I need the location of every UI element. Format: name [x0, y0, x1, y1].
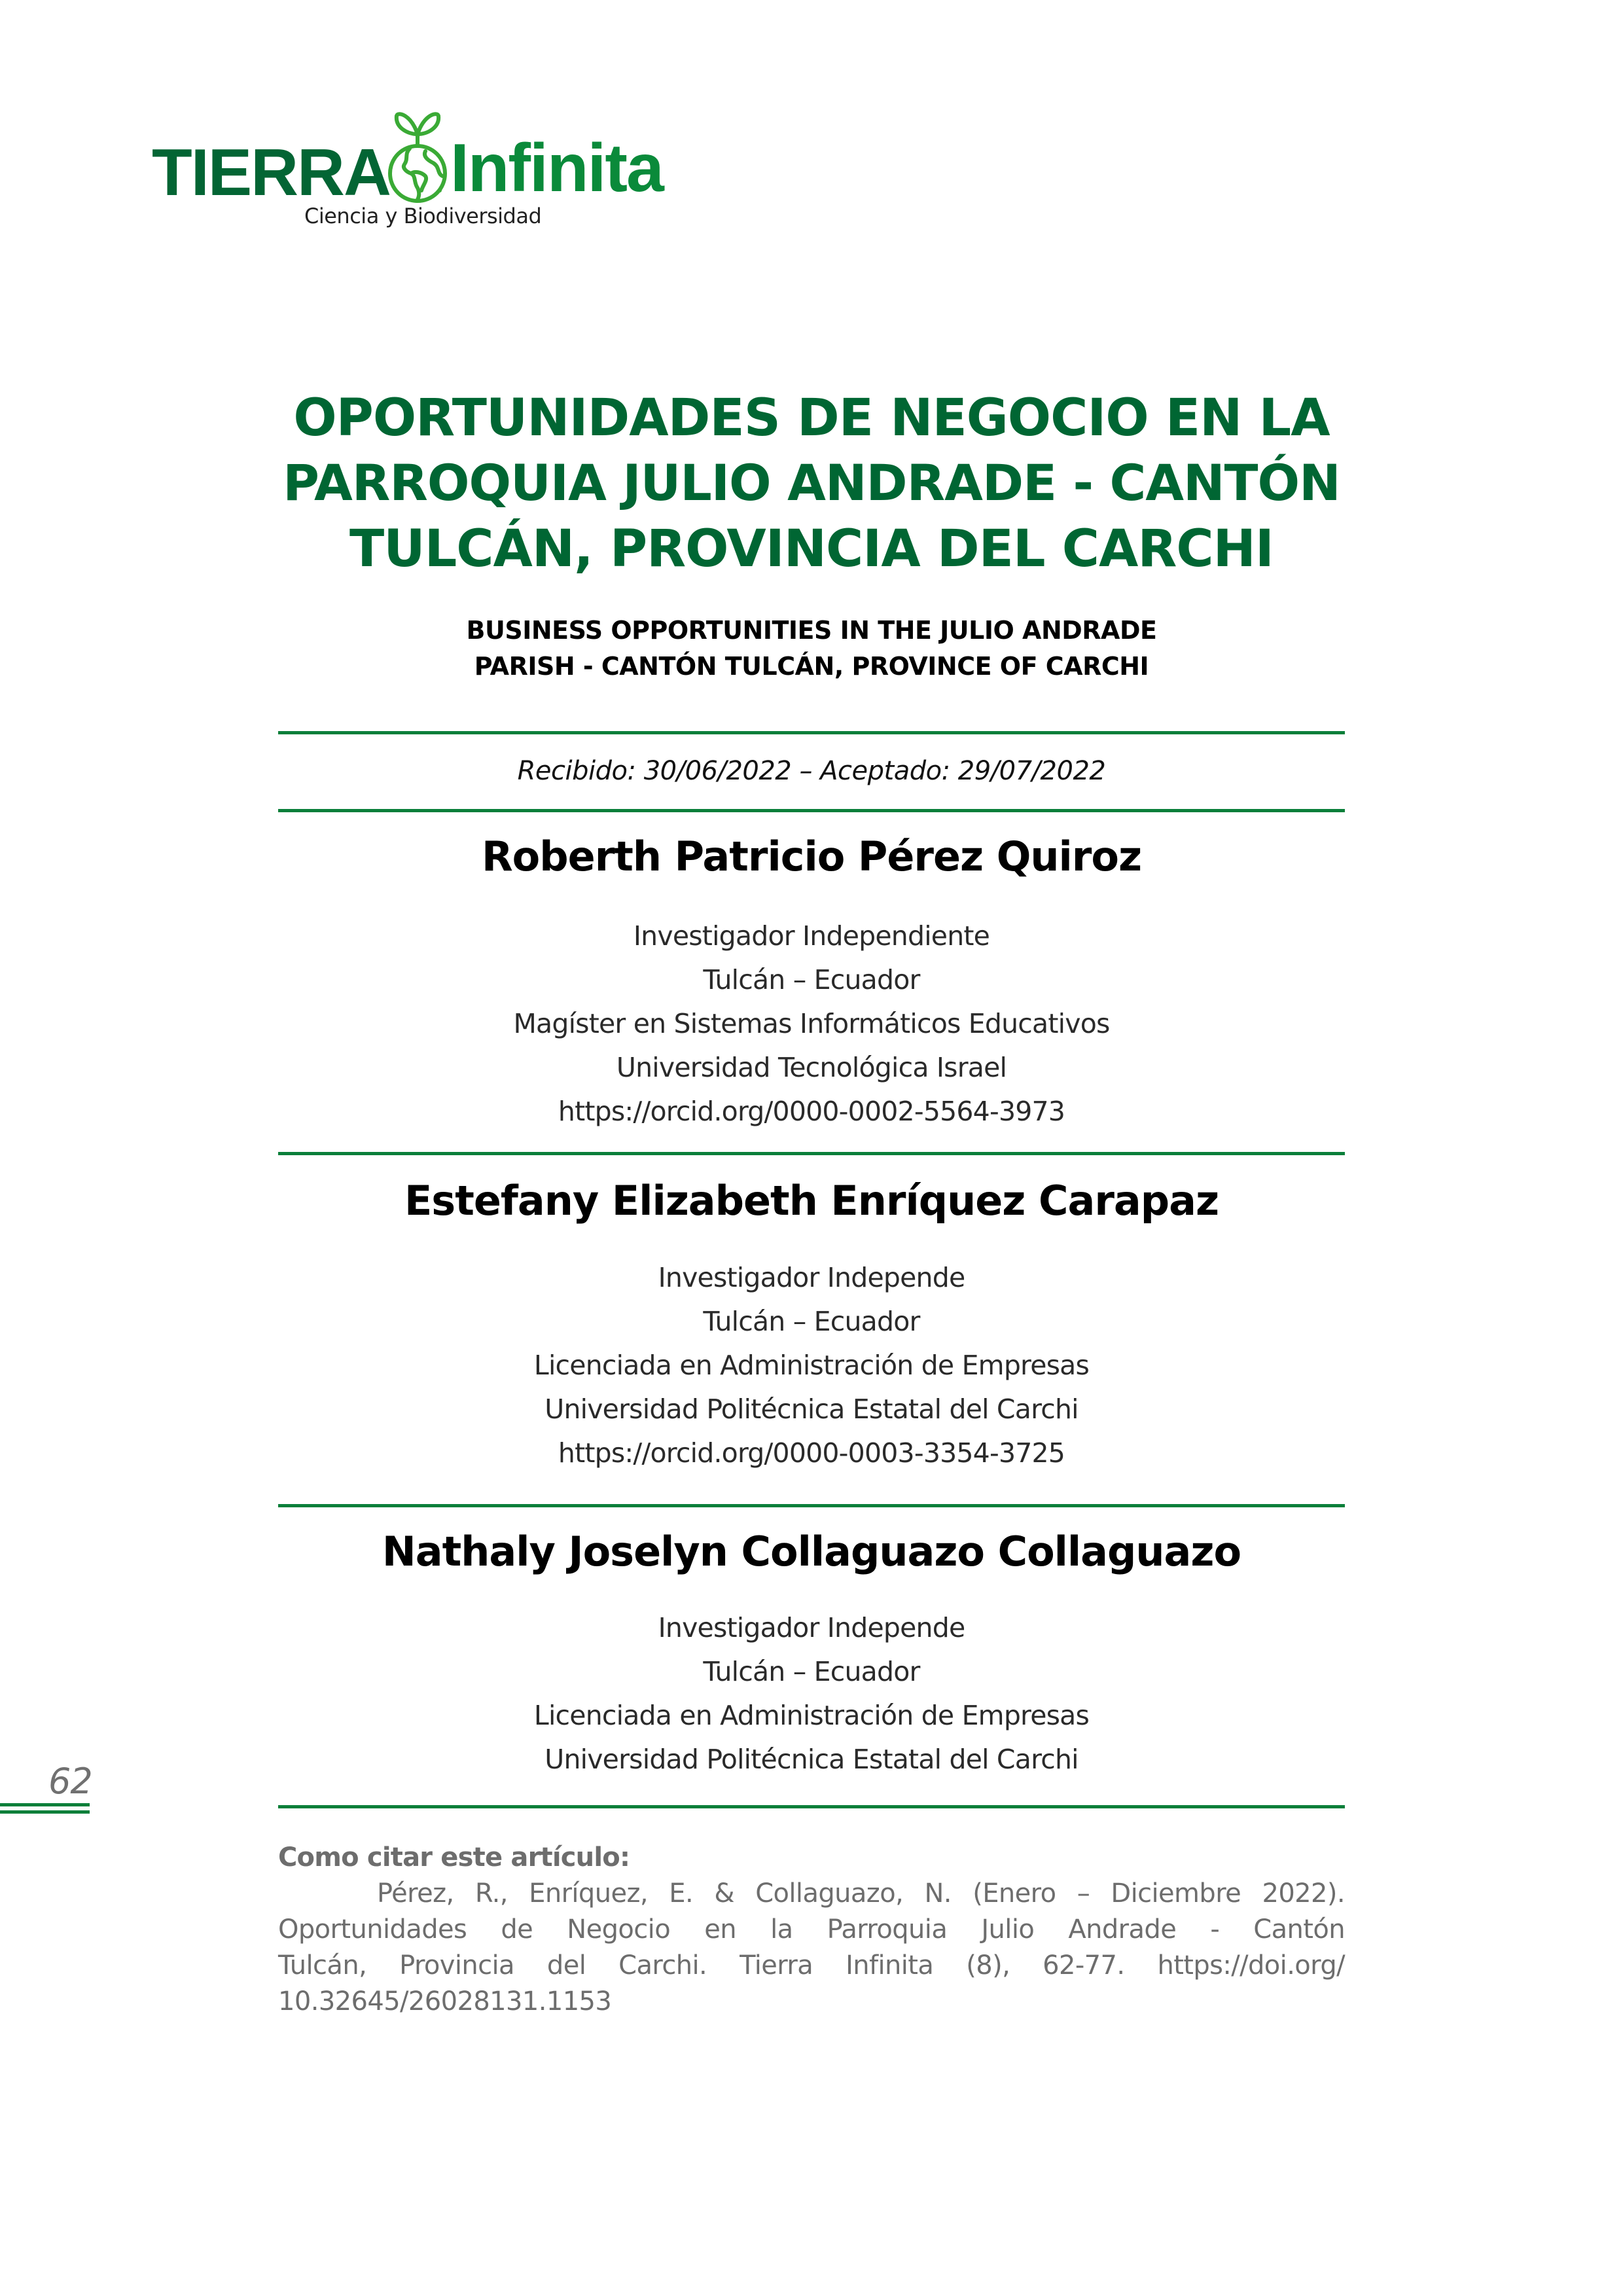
page-number-rule: [0, 1803, 90, 1806]
affiliation-location: Tulcán – Ecuador: [703, 964, 920, 996]
affiliation-degree: Magíster en Sistemas Informáticos Educativos: [513, 1008, 1110, 1039]
affiliation-degree: Licenciada en Administración de Empresas: [533, 1700, 1090, 1731]
orcid-link[interactable]: https://orcid.org/0000-0003-3354-3725: [558, 1437, 1065, 1469]
affiliation-university: Universidad Politécnica Estatal del Carchi: [544, 1744, 1079, 1775]
citation-line: Oportunidades de Negocio en la Parroquia Julio Andrade - Cantón: [278, 1914, 1345, 1945]
logo-word-tierra: TIERRA: [152, 136, 390, 209]
citation-line: Pérez, R., Enríquez, E. & Collaguazo, N. (Enero – Diciembre 2022).: [377, 1878, 1345, 1909]
page-number: 62: [48, 1761, 92, 1802]
sprout-globe-icon: [385, 108, 450, 206]
affiliation-position: Investigador Independe: [658, 1262, 965, 1293]
divider: [278, 1805, 1345, 1808]
citation-line[interactable]: Tulcán, Provincia del Carchi. Tierra Infinita (8), 62-77. https://doi.org/: [278, 1950, 1345, 1981]
author-name: Roberth Patricio Pérez Quiroz: [481, 833, 1142, 880]
english-title-line: PARISH - CANTÓN TULCÁN, PROVINCE OF CARCHI: [474, 652, 1149, 681]
affiliation-position: Investigador Independiente: [633, 920, 990, 952]
affiliation-position: Investigador Independe: [658, 1612, 965, 1643]
affiliation-location: Tulcán – Ecuador: [703, 1306, 920, 1337]
citation-doi[interactable]: 10.32645/26028131.1153: [278, 1986, 612, 2017]
english-title-line: BUSINESS OPPORTUNITIES IN THE JULIO ANDRADE: [466, 616, 1157, 645]
author-name: Nathaly Joselyn Collaguazo Collaguazo: [382, 1528, 1241, 1575]
affiliation-university: Universidad Tecnológica Israel: [616, 1052, 1007, 1083]
divider: [278, 731, 1345, 734]
title-line: TULCÁN, PROVINCIA DEL CARCHI: [349, 520, 1274, 579]
divider: [278, 1504, 1345, 1507]
logo-word-infinita: Infinita: [450, 130, 663, 206]
title-line: OPORTUNIDADES DE NEGOCIO EN LA: [293, 389, 1330, 448]
page-number-rule: [0, 1810, 90, 1814]
title-line: PARROQUIA JULIO ANDRADE - CANTÓN: [283, 454, 1340, 512]
affiliation-degree: Licenciada en Administración de Empresas: [533, 1350, 1090, 1381]
received-accepted-dates: Recibido: 30/06/2022 – Aceptado: 29/07/2022: [517, 756, 1106, 786]
orcid-link[interactable]: https://orcid.org/0000-0002-5564-3973: [558, 1096, 1065, 1127]
divider: [278, 1152, 1345, 1155]
affiliation-university: Universidad Politécnica Estatal del Carchi: [544, 1393, 1079, 1425]
affiliation-location: Tulcán – Ecuador: [703, 1656, 920, 1687]
author-name: Estefany Elizabeth Enríquez Carapaz: [404, 1177, 1219, 1225]
logo-tagline: Ciencia y Biodiversidad: [304, 204, 542, 228]
citation-heading: Como citar este artículo:: [278, 1842, 630, 1873]
divider: [278, 809, 1345, 812]
